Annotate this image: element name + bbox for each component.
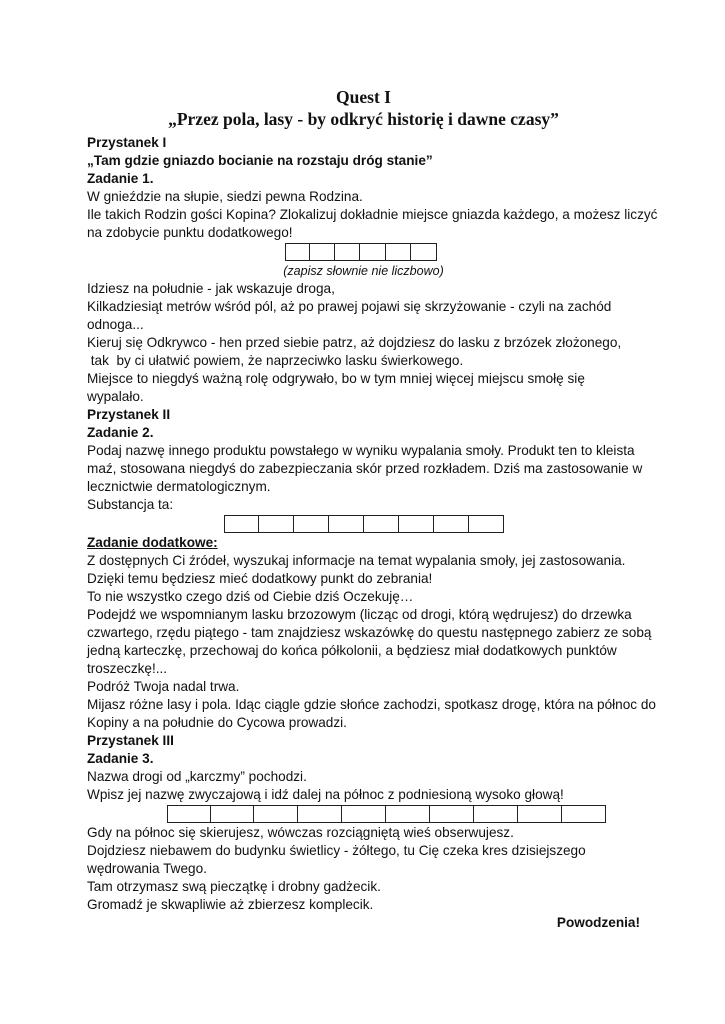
answer-box[interactable] (328, 515, 363, 533)
answer-box[interactable] (253, 805, 297, 823)
directions-line: wypalało. (87, 389, 144, 404)
answer-box[interactable] (473, 805, 517, 823)
final-line: Tam otrzymasz swą pieczątkę i drobny gadżecik. (87, 879, 381, 894)
final-line: Dojdziesz niebawem do budynku świetlicy - żółtego, tu Cię czeka kres dzisiejszego (87, 843, 586, 858)
answer-boxes-3 (167, 805, 640, 823)
directions-line: Kieruj się Odkrywco - hen przed siebie patrz, aż dojdziesz do lasku z brzózek złożonego, (87, 335, 622, 350)
final-line: Gromadź je skwapliwie aż zbierzesz komplecik. (87, 897, 374, 912)
final-line: wędrowania Twego. (87, 861, 207, 876)
extra-line: Podróż Twoja nadal trwa. (87, 679, 240, 694)
answer-box[interactable] (167, 805, 210, 823)
answer-box[interactable] (224, 515, 258, 533)
stop-2-heading: Przystanek II (87, 407, 171, 422)
directions-line: Kilkadziesiąt metrów wśród pól, aż po prawej pojawi się skrzyżowanie - czyli na zachód (87, 299, 612, 314)
answer-box[interactable] (297, 805, 341, 823)
answer-boxes-2 (224, 515, 640, 533)
answer-box[interactable] (285, 243, 309, 261)
answer-box[interactable] (341, 805, 385, 823)
task-1-line: W gnieździe na słupie, siedzi pewna Rodzina. (87, 189, 363, 204)
answer-box[interactable] (429, 805, 473, 823)
answer-box[interactable] (363, 515, 398, 533)
closing-text: Powodzenia! (556, 915, 640, 930)
task-2-heading: Zadanie 2. (87, 425, 154, 440)
extra-line: Podejdź we wspomnianym lasku brzozowym (licząc od drogi, którą wędrujesz) do drzewka (87, 607, 632, 622)
directions-line: Miejsce to niegdyś ważną rolę odgrywało, bo w tym mniej więcej miejscu smołę się (87, 371, 585, 386)
answer-box[interactable] (210, 805, 253, 823)
task-3-line: Wpisz jej nazwę zwyczajową i idź dalej na północ z podniesioną wysoko głową! (87, 787, 564, 802)
answer-box[interactable] (468, 515, 504, 533)
stop-1-motto: „Tam gdzie gniazdo bocianie na rozstaju dróg stanie” (87, 153, 433, 168)
extra-line: czwartego, rzędu piątego - tam znajdziesz wskazówkę do questu następnego zabierz ze sobą (87, 625, 652, 640)
extra-line: Kopiny a na południe do Cycowa prowadzi. (87, 715, 347, 730)
task-2-line: Podaj nazwę innego produktu powstałego w wyniku wypalania smoły. Produkt ten to kleista (87, 443, 635, 458)
answer-box[interactable] (398, 515, 433, 533)
substance-label: Substancja ta: (87, 497, 174, 512)
stop-1-heading: Przystanek I (87, 135, 167, 150)
answer-box[interactable] (258, 515, 293, 533)
extra-line: Mijasz różne lasy i pola. Idąc ciągle gdzie słońce zachodzi, spotkasz drogę, która na północ do (87, 697, 656, 712)
task-1-heading: Zadanie 1. (87, 171, 154, 186)
answer-box[interactable] (334, 243, 359, 261)
extra-line: Z dostępnych Ci źródeł, wyszukaj informacje na temat wypalania smoły, jej zastosowania. (87, 553, 626, 568)
answer-note: (zapisz słownie nie liczbowo) (283, 264, 444, 278)
directions-line: odnoga... (87, 317, 144, 332)
extra-task-heading: Zadanie dodatkowe: (87, 535, 218, 550)
task-1-line: Ile takich Rodzin gości Kopina? Zlokalizuj dokładnie miejsce gniazda każdego, a możesz liczyć (87, 207, 658, 222)
answer-boxes-1 (285, 243, 640, 261)
task-3-line: Nazwa drogi od „karczmy” pochodzi. (87, 769, 307, 784)
answer-box[interactable] (517, 805, 561, 823)
extra-line: troszeczkę!... (87, 661, 168, 676)
extra-line: Dzięki temu będziesz mieć dodatkowy punkt do zebrania! (87, 571, 433, 586)
directions-line: tak by ci ułatwić powiem, że naprzeciwko lasku świerkowego. (87, 353, 464, 368)
extra-line: To nie wszystko czego dziś od Ciebie dziś Oczekuję… (87, 589, 414, 604)
answer-box[interactable] (359, 243, 385, 261)
directions-line: Idziesz na południe - jak wskazuje droga, (87, 281, 335, 296)
answer-box[interactable] (410, 243, 437, 261)
task-3-heading: Zadanie 3. (87, 751, 154, 766)
answer-box[interactable] (293, 515, 328, 533)
answer-box[interactable] (385, 805, 429, 823)
answer-box[interactable] (433, 515, 468, 533)
answer-box[interactable] (309, 243, 334, 261)
final-line: Gdy na północ się skierujesz, wówczas rozciągniętą wieś obserwujesz. (87, 825, 514, 840)
task-2-line: lecznictwie dermatologicznym. (87, 479, 271, 494)
task-2-line: maź, stosowana niegdyś do zabezpieczania skór przed rozkładem. Dziś ma zastosowanie w (87, 461, 643, 476)
answer-box[interactable] (385, 243, 410, 261)
quest-title: Quest I (336, 87, 391, 107)
answer-box[interactable] (561, 805, 606, 823)
extra-line: jedną karteczkę, przechowaj do końca półkolonii, a będziesz miał dodatkowych punktów (87, 643, 617, 658)
task-1-line: na zdobycie punktu dodatkowego! (87, 225, 293, 240)
document-page (87, 86, 658, 932)
stop-3-heading: Przystanek III (87, 733, 174, 748)
quest-subtitle: „Przez pola, lasy - by odkryć historię i dawne czasy” (168, 109, 559, 129)
